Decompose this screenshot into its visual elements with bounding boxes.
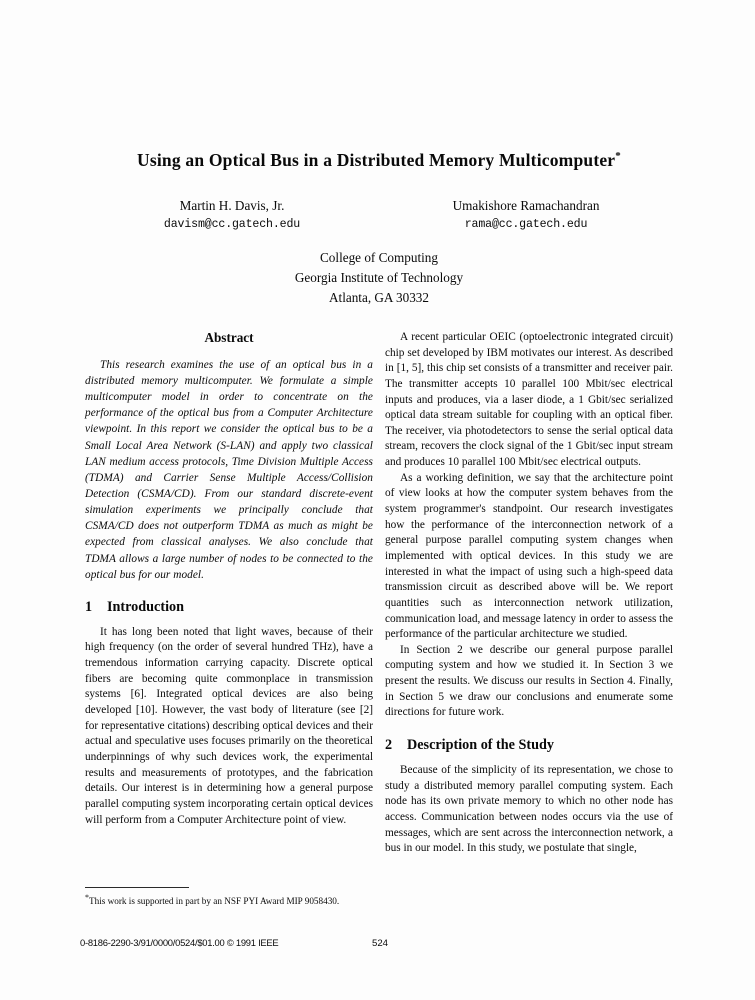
section-number: 1 (85, 598, 93, 615)
copyright-notice: 0-8186-2290-3/91/0000/0524/$01.00 © 1991 IEEE (80, 937, 279, 948)
author-list (85, 196, 673, 235)
title-block (85, 150, 673, 172)
paragraph: Because of the simplicity of its representation, we chose to study a distributed memory parallel computing system. Each node has its own private memory to which no other node has access. Communication between nodes occurs via the use of messages, which are sent across the interconnection network, a bus in our model. In this study, we postulate that single, (385, 764, 673, 855)
author-entry-1 (85, 196, 379, 235)
affiliation-line-3: Atlanta, GA 30332 (329, 290, 429, 306)
affiliation-line-1: College of Computing (320, 250, 438, 265)
paper-title-text: Using an Optical Bus in a Distributed Memory Multicomputer (137, 150, 616, 170)
footnote-text: This work is supported in part by an NSF PYI Award MIP 9058430. (89, 896, 340, 907)
paragraph: In Section 2 we describe our general purpose parallel computing system and how we studied it. In Section 3 we present the results. We discuss our results in Section 4. Finally, in Section 5 we draw our conclusions and enumerate some directions for future work. (385, 643, 673, 719)
section-title: Introduction (107, 598, 184, 615)
affiliation-block (85, 248, 673, 308)
page-title (85, 150, 673, 172)
footnote (85, 892, 373, 908)
author-entry-2 (379, 196, 673, 235)
paragraph: A recent particular OEIC (optoelectronic integrated circuit) chip set developed by IBM motivates our interest. As described in [1, 5], this chip set consists of a transmitter and receiver pair. The transmitter accepts 10 parallel 100 Mbit/sec electrical inputs and produces, via a laser diode, a 1 Gbit/sec serialized optical data stream suitable for coupling with an optical fiber. The receiver, via photodetectors to sense the serial optical data stream, recovers the clock signal of the 1 Gbit/sec input stream and produces 10 parallel 100 Mbit/sec electrical outputs. (385, 331, 673, 469)
paragraph: As a working definition, we say that the architecture point of view looks at how the computer system behaves from the system programmer's standpoint. Our research investigates how the performance of the interconnection network of a general purpose parallel computing system changes when implemented with optical devices. In this study we are interested in what the impact of using such a high-speed data transmission circuit as described above will be. We report quantities such as interconnection network utilization, communication load, and message latency in order to assess the performance of the particular architecture we studied. (385, 471, 673, 641)
title-footnote-marker: * (615, 150, 621, 163)
abstract-heading: Abstract (204, 330, 254, 345)
author-email[interactable]: davism@cc.gatech.edu (163, 218, 301, 232)
footnote-rule (85, 887, 189, 888)
author-name: Martin H. Davis, Jr. (179, 198, 285, 213)
section-number: 2 (385, 737, 393, 754)
column-left (85, 330, 373, 828)
page-number: 524 (372, 938, 389, 949)
author-name: Umakishore Ramachandran (452, 198, 600, 213)
section-title: Description of the Study (407, 737, 555, 754)
abstract-body: This research examines the use of an optical bus in a distributed memory multicomputer. We formulate a simple multicomputer model in order to concentrate on the performance of the optical bus from a Computer Architecture viewpoint. In this report we consider the optical bus to be a Small Local Area Network (S-LAN) and apply two classical LAN medium access protocols, Time Division Multiple Access (TDMA) and Carrier Sense Multiple Access/Collision Detection (CSMA/CD). From our standard discrete-event simulation experiments we principally conclude that CSMA/CD does not outperform TDMA as much as might be expected from classical analyses. We also conclude that TDMA allows a large number of nodes to be connected to the optical bus for our model. (85, 358, 373, 581)
section-heading-description-of-the-study (385, 737, 673, 754)
author-email[interactable]: rama@cc.gatech.edu (464, 218, 588, 232)
section-heading-introduction (85, 599, 373, 616)
page-footer (0, 937, 755, 957)
paragraph: It has long been noted that light waves, because of their high frequency (on the order of several hundred THz), have a tremendous information carrying capacity. Discrete optical fibers are becoming quite commonplace in transmission systems [6]. Integrated optical devices are also being developed [10]. However, the vast body of literature (see [2] for representative citations) describing optical devices and their actual and speculative uses focuses primarily on the theoretical underpinnings of why such devices work, the experimental results and measurements of prototypes, and the fabrication details. Our interest is in determining how a general purpose parallel computing system incorporating certain optical devices will perform from a Computer Architecture point of view. (85, 625, 373, 826)
column-right (385, 330, 673, 857)
footnote-marker: * (85, 893, 89, 902)
affiliation-line-2: Georgia Institute of Technology (294, 270, 464, 286)
